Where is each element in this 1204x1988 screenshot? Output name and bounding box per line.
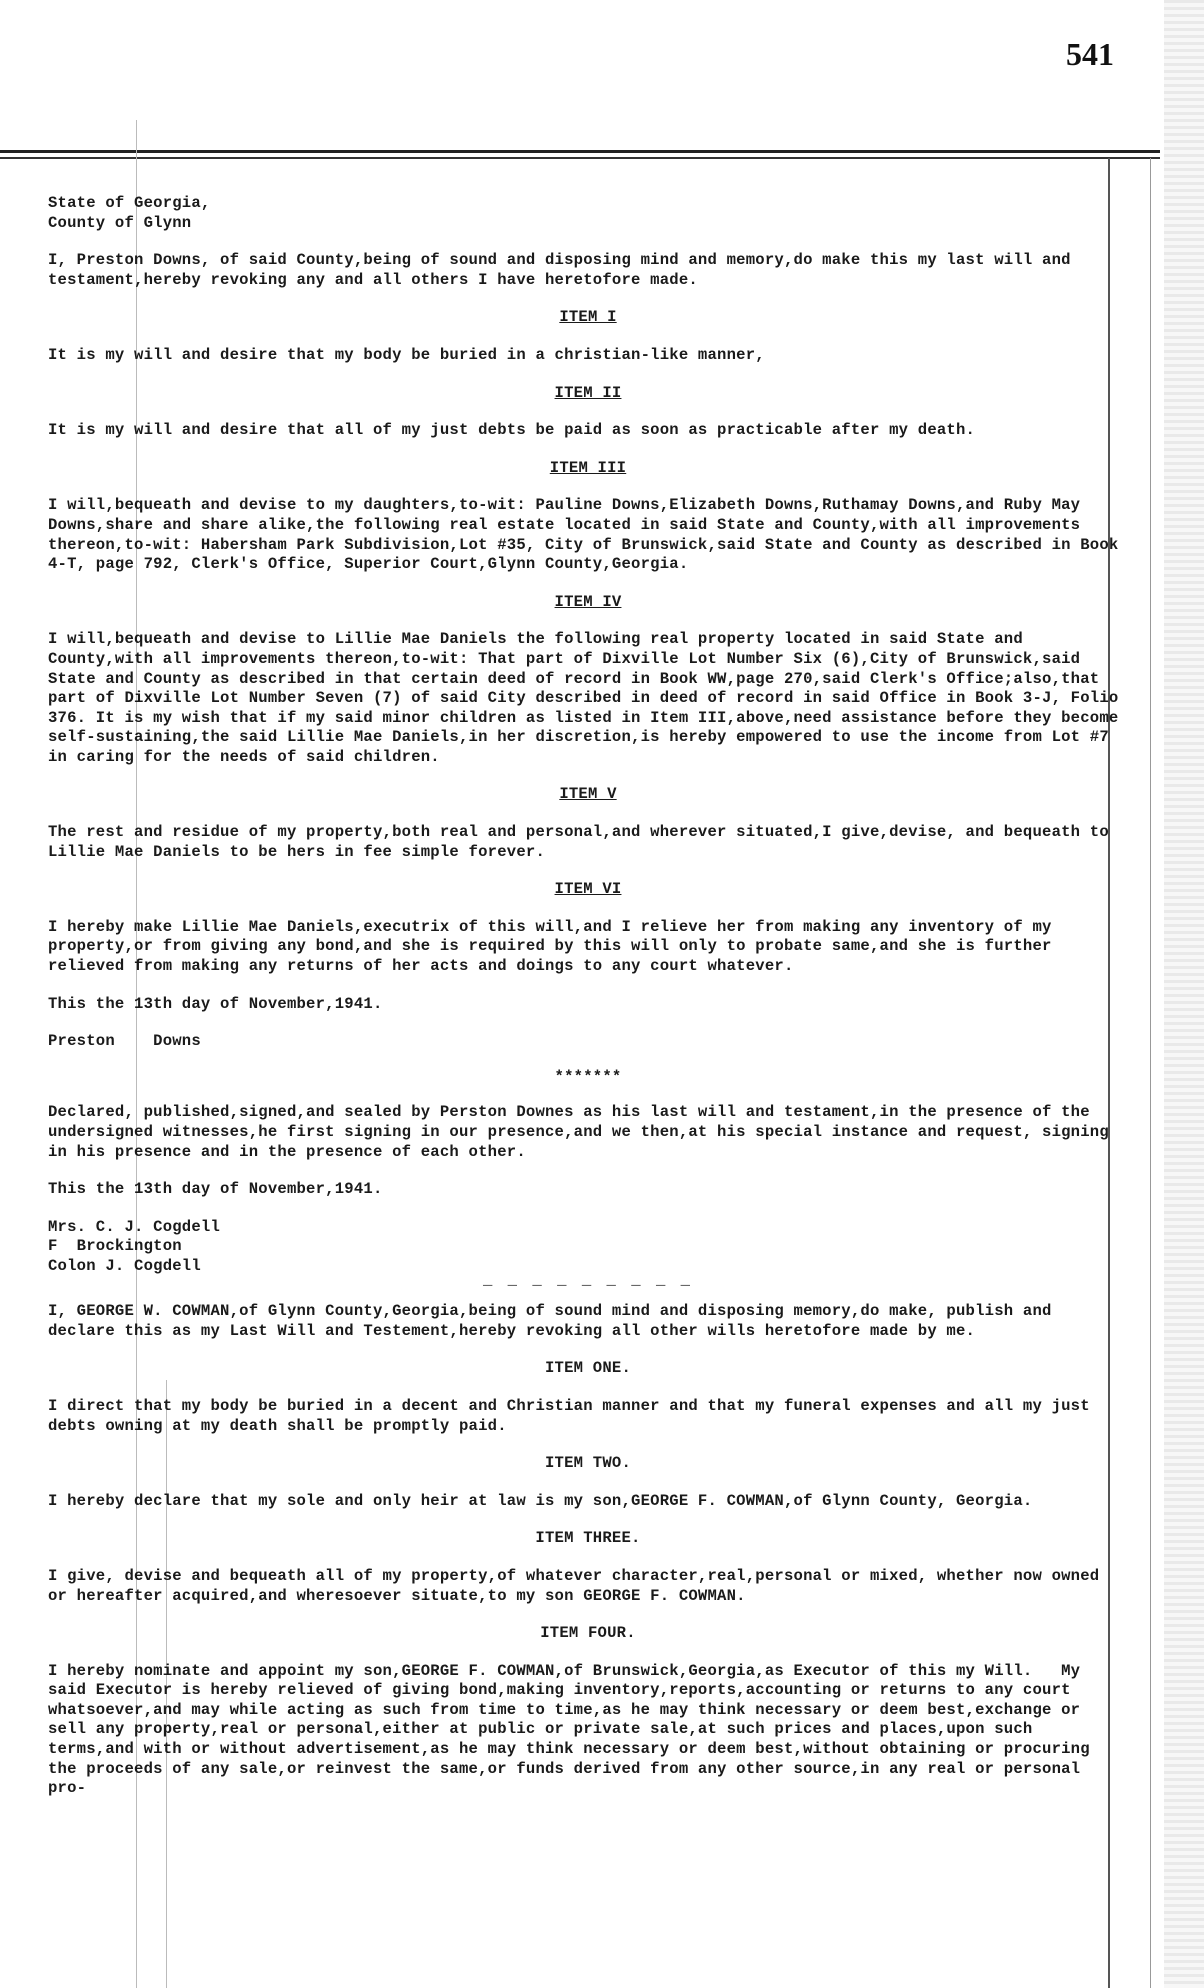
item-two-heading: ITEM TWO. <box>544 1454 632 1473</box>
item5-text: The rest and residue of my property,both real and personal,and wherever situated,I give,devise, and bequeath to Lillie Mae Daniels to be hers in fee simple forever. <box>48 823 1119 861</box>
item3-heading: ITEM III <box>549 458 627 477</box>
witness-1: Mrs. C. J. Cogdell <box>48 1217 221 1236</box>
header-rule <box>0 150 1160 153</box>
item-one-heading: ITEM ONE. <box>544 1359 632 1378</box>
scan-edge <box>1164 0 1204 1988</box>
item-four-text: I hereby nominate and appoint my son,GEORGE F. COWMAN,of Brunswick,Georgia,as Executor of this my Will. My said Executor is hereby relieved of giving bond,making inventory,reports,accounting or returns to any court whatsoever,and may while acting as such from time to time,as he may think necessary or deem best,exchange or sell any property,real or personal,either at public or private sale,at such prices and places,upon such terms,and with or without advertisement,as he may think necessary or deem best,without obtaining or procuring the proceeds of any sale,or reinvest the same,or funds derived from any other source,in any real or personal pro- <box>48 1661 1100 1798</box>
testator-signature: Preston Downs <box>48 1032 201 1051</box>
item4-heading: ITEM IV <box>554 592 622 611</box>
attestation-clause: Declared, published,signed,and sealed by Perston Downes as his last will and testament,in the presence of the undersigned witnesses,he first signing in our presence,and we then,at his special instance and request, signing in his presence and in the presence of each other. <box>48 1103 1119 1161</box>
item5-heading: ITEM V <box>559 785 617 804</box>
item6-text: I hereby make Lillie Mae Daniels,executrix of this will,and I relieve her from making any inventory of my property,or from giving any bond,and she is required by this will only to probate same,and she is further relieved from making any returns of her acts and doings to any court whatever. <box>48 917 1062 976</box>
separator: ******* <box>554 1067 622 1086</box>
item-two-text: I hereby declare that my sole and only heir at law is my son,GEORGE F. COWMAN,of Glynn County, Georgia. <box>48 1491 1033 1510</box>
item6-heading: ITEM VI <box>554 880 622 899</box>
page-number: 541 <box>1066 36 1114 72</box>
date-line: This the 13th day of November,1941. <box>48 994 383 1013</box>
attestation-date: This the 13th day of November,1941. <box>48 1180 383 1199</box>
will1-intro: I, Preston Downs, of said County,being of sound and disposing mind and memory,do make this my last will and testament,hereby revoking any and all others I have heretofore made. <box>48 251 1081 289</box>
item-three-text: I give, devise and bequeath all of my property,of whatever character,real,personal or mixed, whether now owned or hereafter acquired,and wheresoever situate,to my son GEORGE F. COWMAN. <box>48 1566 1109 1605</box>
item2-heading: ITEM II <box>554 383 622 402</box>
item1-heading: ITEM I <box>559 308 617 327</box>
document-body <box>48 194 1128 1799</box>
witness-2: F Brockington <box>48 1237 182 1256</box>
item-one-text: I direct that my body be buried in a decent and Christian manner and that my funeral expenses and all my just debts owning at my death shall be promptly paid. <box>48 1396 1100 1435</box>
county-line: County of Glynn <box>48 213 192 232</box>
item-three-heading: ITEM THREE. <box>535 1529 641 1548</box>
margin-line-outer <box>1150 158 1151 1988</box>
state-line: State of Georgia, <box>48 194 211 212</box>
item-four-heading: ITEM FOUR. <box>540 1624 636 1643</box>
witness-3: Colon J. Cogdell <box>48 1256 201 1275</box>
item2-text: It is my will and desire that all of my just debts be paid as soon as practicable after my death. <box>48 421 976 440</box>
will2-intro: I, GEORGE W. COWMAN,of Glynn County,Georgia,being of sound mind and disposing memory,do make, publish and declare this as my Last Will and Testement,hereby revoking all other wills heretofore made by me. <box>48 1302 1062 1340</box>
item4-text: I will,bequeath and devise to Lillie Mae Daniels the following real property located in said State and County,with all improvements thereon,to-wit: That part of Dixville Lot Number Six (6),City of Brunswick,said State and County as described in that certain deed of record in Book WW,page 270,said Clerk's Office;also,that part of Dixville Lot Number Seven (7) of said City described in deed of record in said Office in Book 3-J, Folio 376. It is my wish that if my said minor children as listed in Item III,above,need assistance before they become self-sustaining,the said Lillie Mae Daniels,in her discretion,is hereby empowered to use the income from Lot #7 in caring for the needs of said children. <box>48 630 1129 766</box>
item3-text: I will,bequeath and devise to my daughters,to-wit: Pauline Downs,Elizabeth Downs,Ruthamay Downs,and Ruby May Downs,share and share alike,the following real estate located in said State and County,with all improvements thereon,to-wit: Habersham Park Subdivision,Lot #35, City of Brunswick,said State and County as described in Book 4-T, page 792, Clerk's Office, Superior Court,Glynn County,Georgia. <box>48 496 1129 574</box>
will-divider: _ _ _ _ _ _ _ _ _ <box>482 1270 694 1289</box>
item1-text: It is my will and desire that my body be buried in a christian-like manner, <box>48 345 765 364</box>
header-rule-thin <box>0 157 1160 159</box>
